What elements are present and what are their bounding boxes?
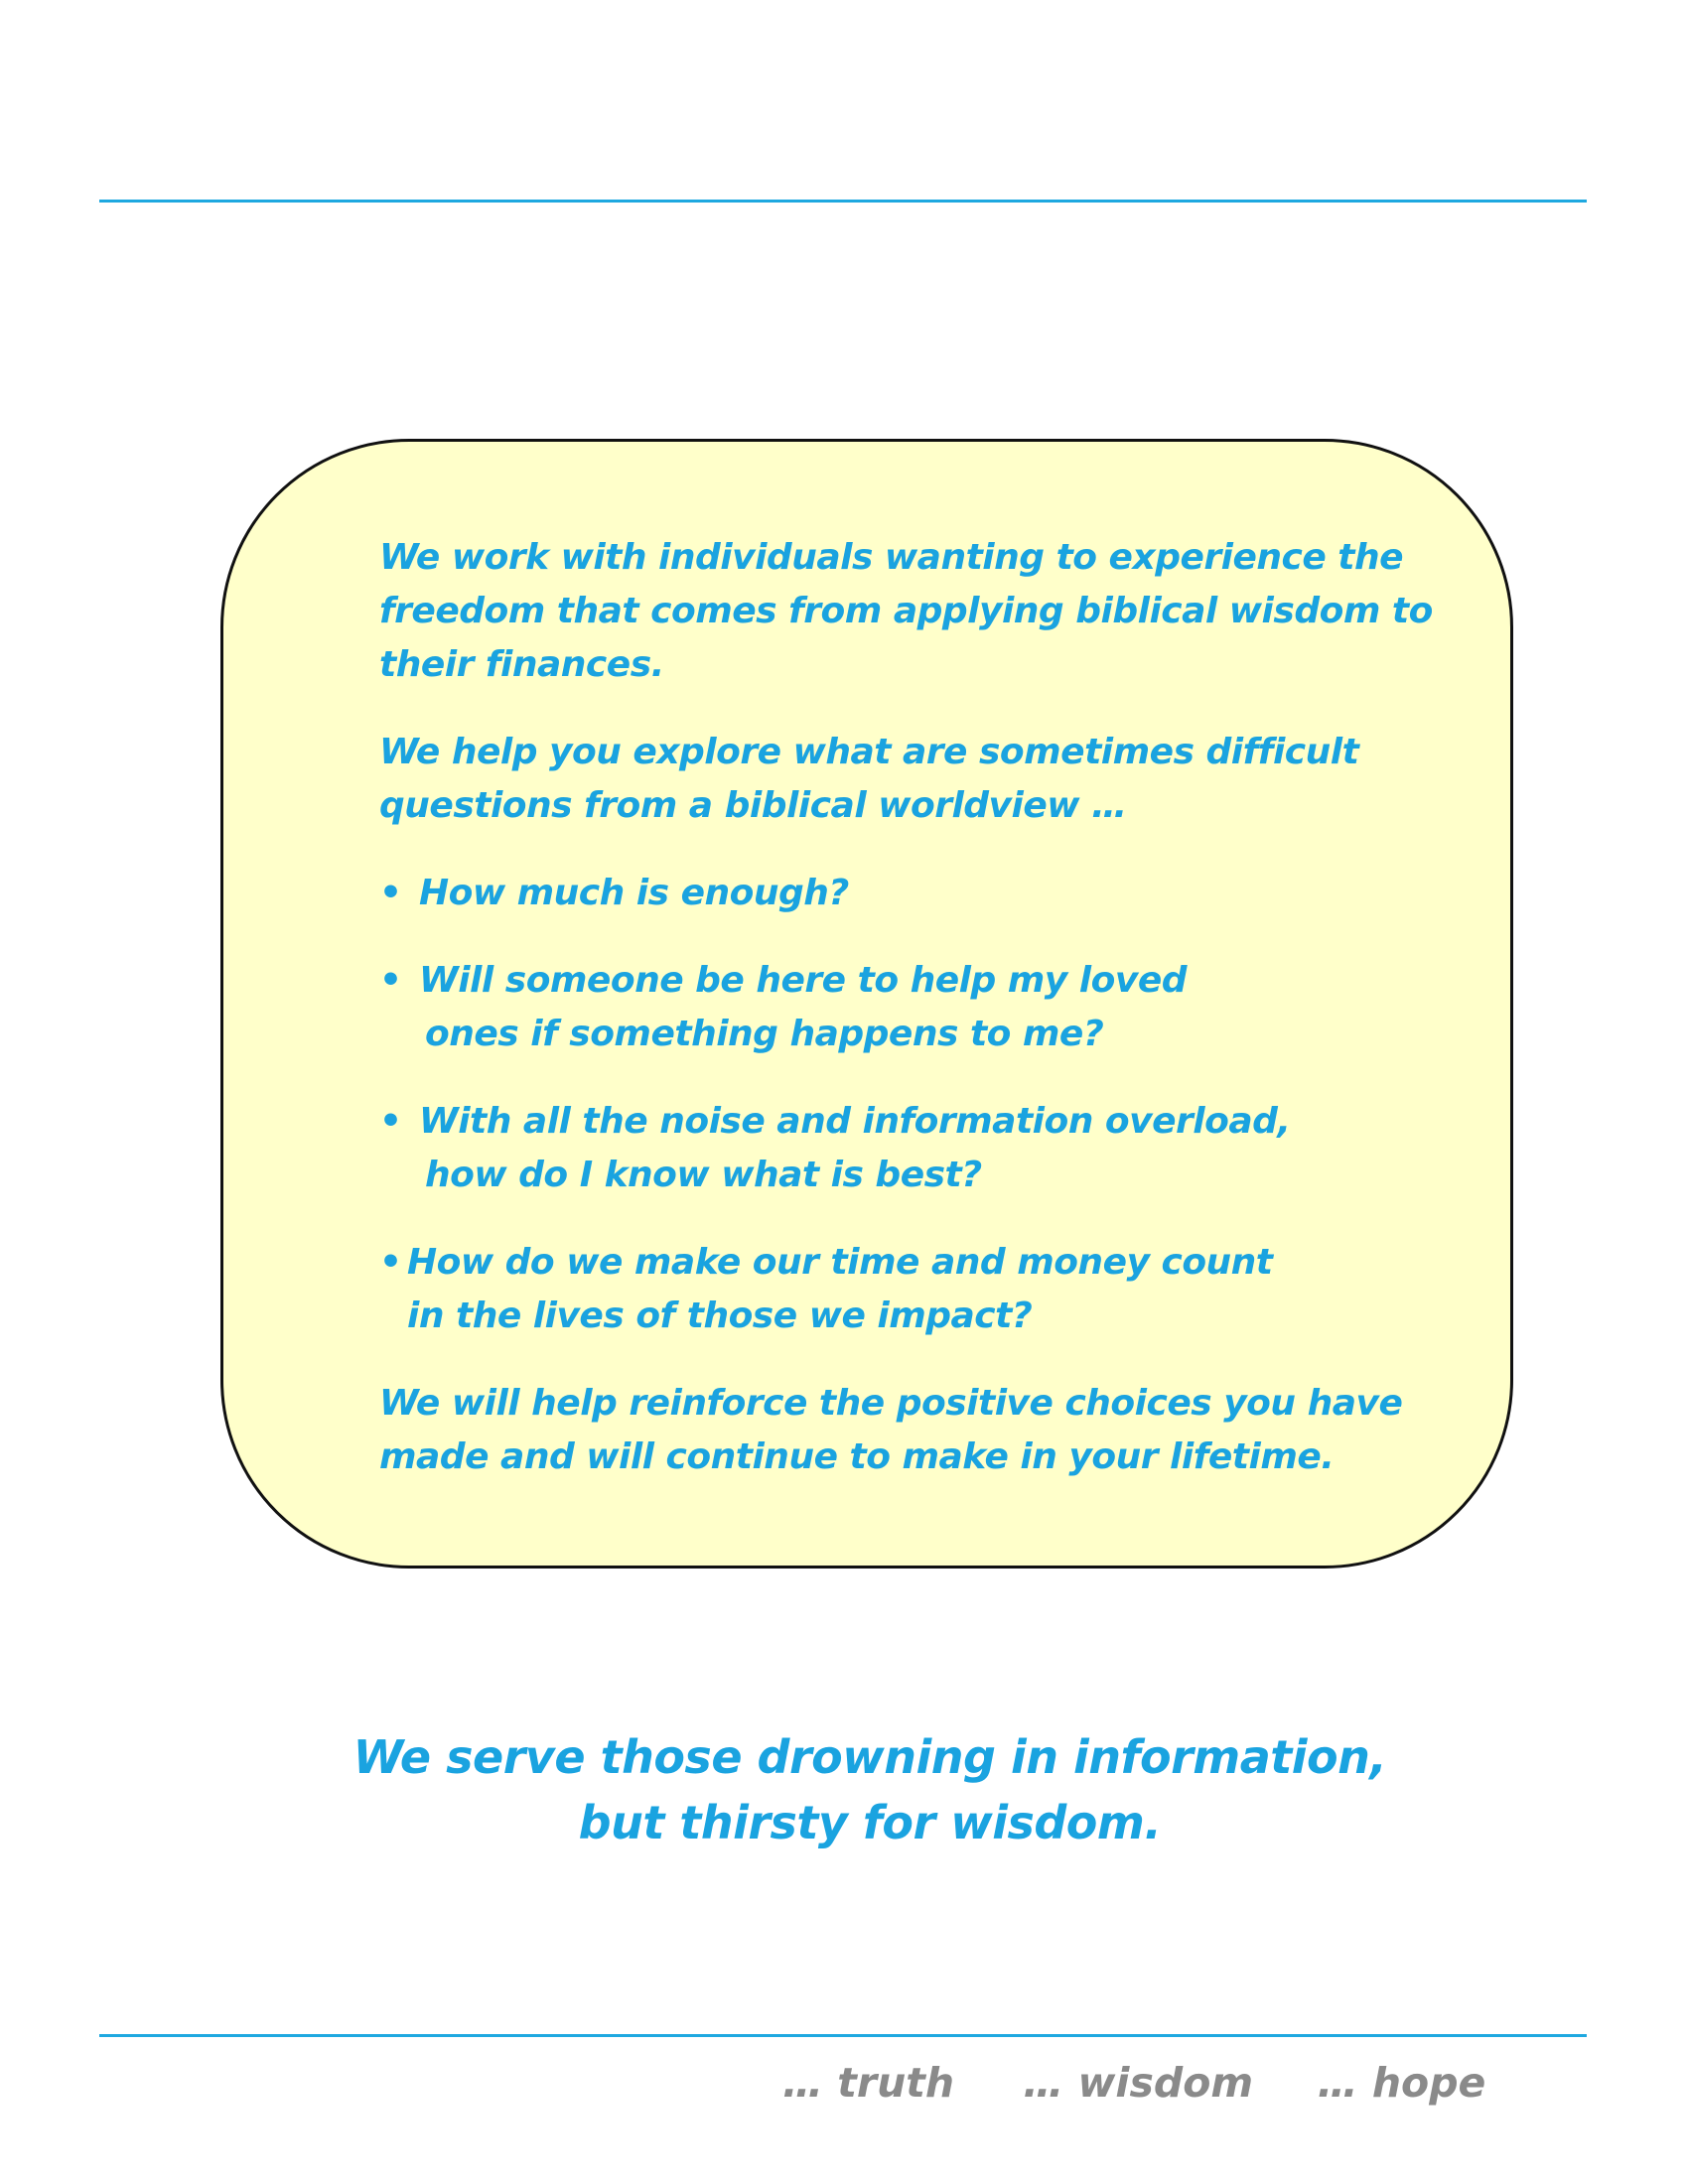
footer-values — [782, 2053, 1485, 2113]
bullet-dot-icon: • — [379, 873, 402, 913]
bullet-line: How do we make our time and money count — [407, 1242, 1273, 1283]
intro-paragraph — [379, 531, 1452, 692]
question-bullet-loved-ones — [379, 954, 1452, 1061]
question-bullet-overload — [379, 1095, 1452, 1202]
bullet-line: how do I know what is best? — [425, 1155, 982, 1195]
closing-line: made and will continue to make in your lifetime. — [379, 1436, 1335, 1477]
bullet-line: ones if something happens to me? — [425, 1014, 1104, 1054]
closing-line: We will help reinforce the positive choices you have — [379, 1383, 1403, 1424]
explore-line: We help you explore what are sometimes difficult — [379, 732, 1359, 772]
explore-line: questions from a biblical worldview … — [379, 785, 1127, 826]
bullet-line: How much is enough? — [419, 873, 849, 913]
bottom-divider — [99, 2034, 1587, 2037]
question-bullet-impact — [379, 1236, 1452, 1343]
footer-word-wisdom: … wisdom — [1023, 2059, 1254, 2107]
tagline — [0, 1724, 1688, 1855]
tagline-line: We serve those drowning in information, — [352, 1730, 1387, 1784]
mission-panel — [220, 439, 1513, 1569]
footer-word-hope: … hope — [1317, 2059, 1486, 2107]
question-bullet-enough — [379, 867, 1452, 920]
intro-line: We work with individuals wanting to experience the — [379, 537, 1404, 578]
top-divider — [99, 200, 1587, 203]
mission-text — [379, 531, 1452, 1518]
bullet-dot-icon: • — [379, 960, 402, 1001]
intro-line: their finances. — [379, 644, 664, 685]
bullet-line: With all the noise and information overload, — [419, 1101, 1291, 1142]
bullet-dot-icon: • — [379, 1101, 402, 1142]
tagline-line: but thirsty for wisdom. — [578, 1796, 1162, 1849]
bullet-line: Will someone be here to help my loved — [419, 960, 1188, 1001]
footer-word-truth: … truth — [782, 2059, 955, 2107]
closing-paragraph — [379, 1377, 1452, 1484]
bullet-dot-icon: • — [379, 1242, 402, 1283]
explore-paragraph — [379, 726, 1452, 833]
bullet-line: in the lives of those we impact? — [407, 1296, 1033, 1336]
intro-line: freedom that comes from applying biblical wisdom to — [379, 591, 1433, 631]
